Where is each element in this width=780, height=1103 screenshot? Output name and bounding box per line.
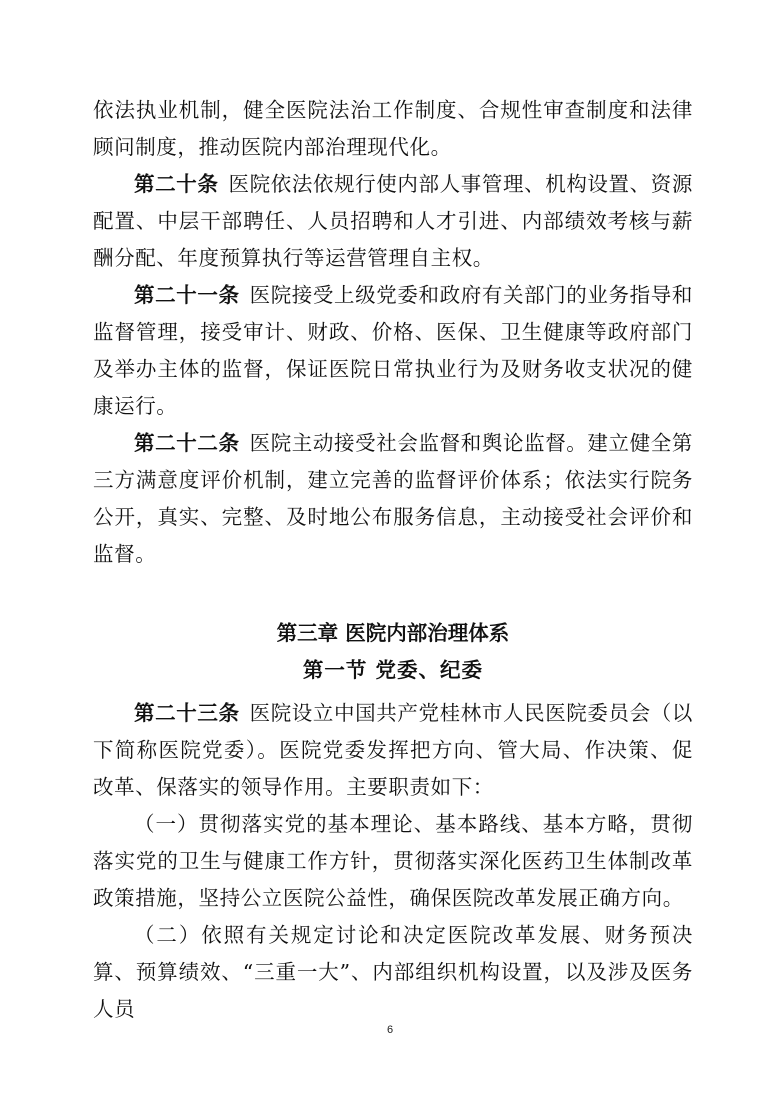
article-23 [93,695,693,806]
paragraph-text: 医院依法依规行使内部人事管理、机构设置、资源配置、中层干部聘任、人员招聘和人才引进、内部绩效考核与薪酬分配、年度预算执行等运营管理自主权。 [93,172,693,270]
paragraph-text: 医院接受上级党委和政府有关部门的业务指导和监督管理，接受审计、财政、价格、医保、卫生健康等政府部门及举办主体的监督，保证医院日常执业行为及财务收支状况的健康运行。 [93,283,693,418]
paragraph-text: 依法执业机制，健全医院法治工作制度、合规性审查制度和法律顾问制度，推动医院内部治理现代化。 [93,98,693,159]
article-20 [93,166,693,277]
article-number: 第二十一条 [134,283,240,307]
section-title: 第一节 党委、纪委 [302,658,484,682]
chapter-title: 第三章 医院内部治理体系 [276,621,510,645]
article-22 [93,425,693,573]
paragraph-text: 医院设立中国共产党桂林市人民医院委员会（以下简称医院党委）。医院党委发挥把方向、管大局、作决策、促改革、保落实的领导作用。主要职责如下： [93,701,693,799]
paragraph-text: 医院主动接受社会监督和舆论监督。建立健全第三方满意度评价机制，建立完善的监督评价体系；依法实行院务公开，真实、完整、及时地公布服务信息，主动接受社会评价和监督。 [93,431,693,566]
list-item-2 [93,917,693,1028]
document-body [93,92,693,1028]
paragraph-text: （一）贯彻落实党的基本理论、基本路线、基本方略，贯彻落实党的卫生与健康工作方针，贯彻落实深化医药卫生体制改革政策措施，坚持公立医院公益性，确保医院改革发展正确方向。 [93,812,693,910]
article-21 [93,277,693,425]
list-item-1 [93,806,693,917]
article-number: 第二十二条 [134,431,240,455]
paragraph-continuation [93,92,693,166]
article-number: 第二十条 [134,172,219,196]
paragraph-text: （二）依照有关规定讨论和决定医院改革发展、财务预决算、预算绩效、“三重一大”、内部组织机构设置，以及涉及医务人员 [93,923,693,1021]
page-number: 6 [386,1024,394,1036]
article-number: 第二十三条 [134,701,240,725]
